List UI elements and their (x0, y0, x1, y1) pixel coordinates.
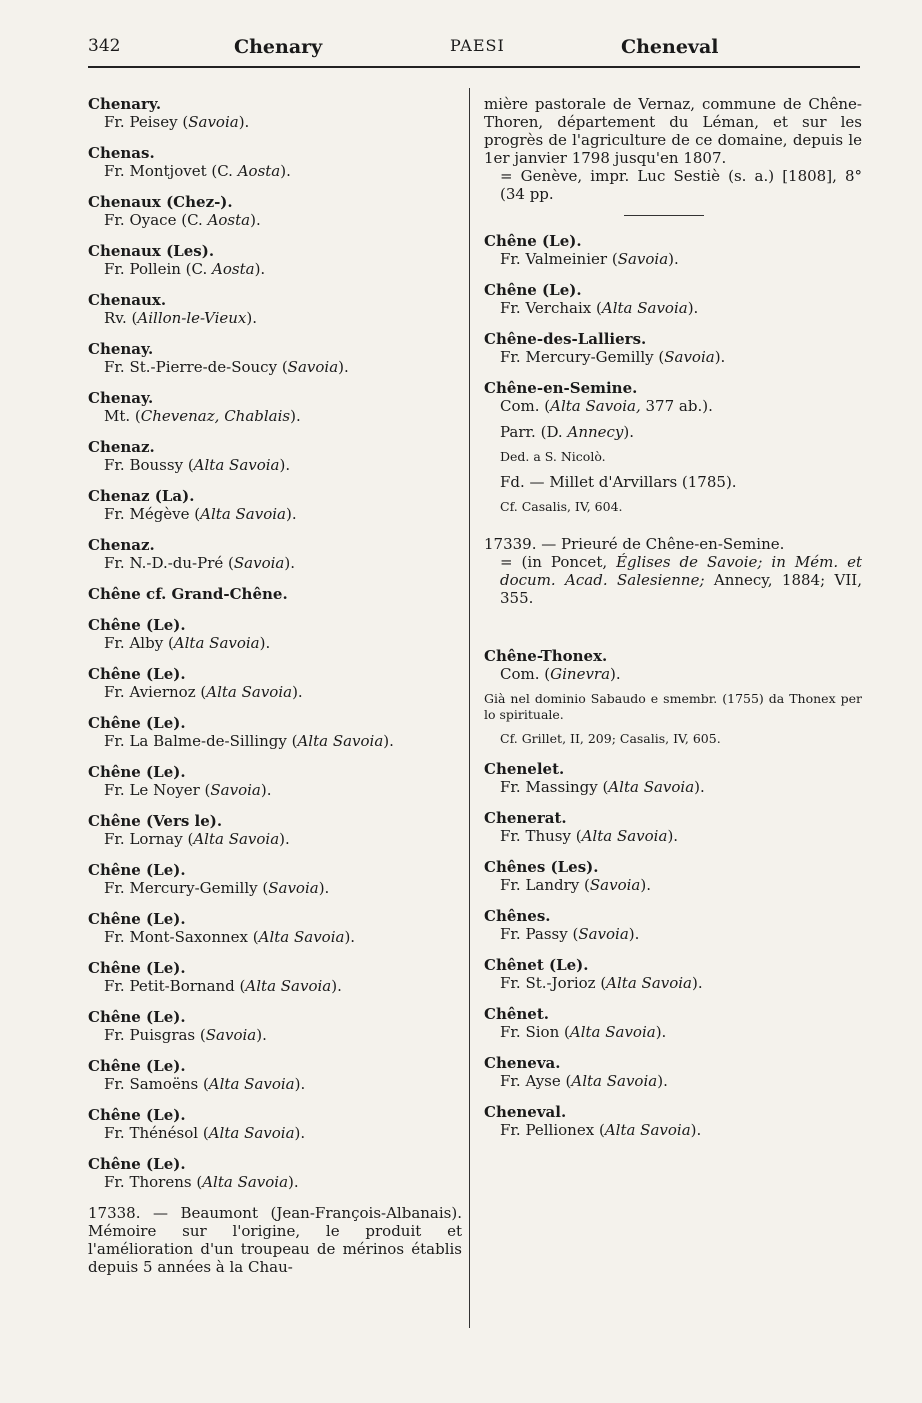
location-text: Fr. N.-D.-du-Pré ( (104, 554, 234, 572)
biblio-entry-17339 (484, 535, 862, 607)
location-suffix: ). (279, 830, 290, 848)
location-text: Fr. La Balme-de-Sillingy ( (104, 732, 298, 750)
region-name: Alta Savoia (245, 977, 332, 995)
location-suffix: ). (338, 358, 349, 376)
headword: Chenaux. (88, 291, 167, 309)
region-name: Savoia (268, 879, 319, 897)
location-line (484, 778, 862, 796)
com-pre: Com. ( (500, 397, 551, 415)
headword: Chênes (Les). (484, 858, 599, 876)
headword: Chêne (Le). (484, 232, 582, 250)
region-name: Alta Savoia (208, 1124, 295, 1142)
gazetteer-entry (88, 585, 462, 603)
location-line (88, 554, 462, 572)
location-suffix: ). (290, 407, 301, 425)
section-separator (624, 215, 704, 216)
gazetteer-entry (484, 1005, 862, 1041)
headword: Cheneva. (484, 1054, 561, 1072)
headword: Chêne (Le). (88, 861, 186, 879)
region-name: Alta Savoia (569, 1023, 656, 1041)
header-section-title: PAESI (450, 36, 505, 55)
founder-line: Fd. — Millet d'Arvillars (1785). (500, 473, 737, 491)
location-suffix: ). (668, 250, 679, 268)
location-text: Fr. Montjovet (C. (104, 162, 238, 180)
source-pre: = (in Poncet, (500, 553, 617, 571)
location-suffix: ). (280, 162, 291, 180)
com-post: 377 ab.). (640, 397, 713, 415)
region-name: Savoia (210, 781, 261, 799)
location-text: Fr. Peisey ( (104, 113, 189, 131)
headword: Chêne (Le). (484, 281, 582, 299)
location-suffix: ). (238, 113, 250, 131)
location-line (88, 830, 462, 848)
gazetteer-entry (484, 907, 862, 943)
gazetteer-entry (88, 1008, 462, 1044)
biblio-title-line: 17339. — Prieuré de Chêne-en-Semine. (484, 535, 785, 553)
location-suffix: ). (288, 1173, 299, 1191)
headword: Chêne (Le). (88, 1106, 186, 1124)
location-suffix: ). (260, 781, 272, 799)
headword: Chenelet. (484, 760, 565, 778)
region-name: Alta Savoia (200, 505, 286, 523)
location-text: Fr. St.-Jorioz ( (500, 974, 607, 992)
region-name: Alta Savoia (206, 683, 293, 701)
location-line (88, 407, 462, 425)
location-line (88, 309, 462, 327)
headword: Chênet. (484, 1005, 549, 1023)
location-line (88, 1173, 462, 1191)
right-entry-list-b (484, 760, 862, 1139)
parr-diocese: Annecy (567, 423, 624, 441)
gazetteer-entry (88, 1155, 462, 1191)
location-line (484, 1072, 862, 1090)
headword: Chenaz (La). (88, 487, 195, 505)
gazetteer-entry (484, 760, 862, 796)
location-text: Fr. Mercury-Gemilly ( (104, 879, 269, 897)
location-line (484, 974, 862, 992)
headword: Chênet (Le). (484, 956, 589, 974)
parr-post: ). (623, 423, 635, 441)
location-line (88, 1075, 462, 1093)
headword: Chêne (Le). (88, 1057, 186, 1075)
location-text: Fr. Lornay ( (104, 830, 194, 848)
dedication-line: Ded. a S. Nicolò. (500, 449, 606, 464)
location-suffix: ). (667, 827, 679, 845)
headword: Chenaz. (88, 438, 155, 456)
parish-line (484, 423, 862, 441)
region-name: Savoia (589, 876, 641, 894)
location-text: Fr. Boussy ( (104, 456, 194, 474)
region-name: Aosta (212, 260, 255, 278)
com-pre: Com. ( (500, 665, 551, 683)
location-line (88, 1026, 462, 1044)
gazetteer-entry (88, 144, 462, 180)
region-name: Aosta (207, 211, 251, 229)
headword: Chêne (Le). (88, 959, 186, 977)
gazetteer-entry (88, 1057, 462, 1093)
location-line (88, 879, 462, 897)
gazetteer-entry (88, 242, 462, 278)
region-name: Alta Savoia (258, 928, 345, 946)
headword: Chêne-Thonex. (484, 647, 608, 665)
region-name: Alta Savoia (208, 1075, 295, 1093)
location-suffix: ). (250, 211, 261, 229)
location-line (88, 211, 462, 229)
region-name: Savoia (233, 554, 285, 572)
headword: Chêne (Le). (88, 763, 186, 781)
location-suffix: ). (286, 505, 297, 523)
gazetteer-entry (484, 330, 862, 366)
location-suffix: ). (294, 1075, 306, 1093)
headword: Chenaux (Chez-). (88, 193, 233, 211)
location-suffix: ). (292, 683, 303, 701)
com-post: ). (610, 665, 621, 683)
location-line (88, 781, 462, 799)
region-name: Alta Savoia (173, 634, 260, 652)
location-suffix: ). (246, 309, 258, 327)
headword: Chenay. (88, 389, 154, 407)
region-name: Alta Savoia (601, 299, 688, 317)
headword: Chenaux (Les). (88, 242, 215, 260)
location-text: Fr. St.-Pierre-de-Soucy ( (104, 358, 288, 376)
page-number: 342 (88, 36, 121, 56)
location-line (88, 732, 462, 750)
location-suffix: ). (655, 1023, 667, 1041)
gazetteer-entry (484, 1054, 862, 1090)
headword: Chêne (Vers le). (88, 812, 223, 830)
header-rule (88, 66, 860, 68)
location-line (88, 634, 462, 652)
reference-line: Cf. Grillet, II, 209; Casalis, IV, 605. (500, 731, 721, 746)
location-text: Fr. Valmeinier ( (500, 250, 618, 268)
source-post: Annecy, 1884; VII, 355. (500, 571, 862, 607)
location-text: Fr. Mercury-Gemilly ( (500, 348, 665, 366)
gazetteer-entry (484, 232, 862, 268)
location-text: Fr. Ayse ( (500, 1072, 572, 1090)
gazetteer-entry (88, 1106, 462, 1142)
region-name: Savoia (205, 1026, 257, 1044)
location-text: Fr. Massingy ( (500, 778, 609, 796)
history-note: Già nel dominio Sabaudo e smembr. (1755) da Thonex per lo spirituale. (484, 691, 862, 722)
headword: Cheneval. (484, 1103, 567, 1121)
location-text: Fr. Oyace (C. (104, 211, 208, 229)
right-column (484, 95, 862, 1152)
headword: Chenary. (88, 95, 162, 113)
gazetteer-entry (484, 956, 862, 992)
location-text: Fr. Samoëns ( (104, 1075, 209, 1093)
location-suffix: ). (294, 1124, 306, 1142)
biblio-entry-17338: 17338. — Beaumont (Jean-François-Albanais). Mémoire sur l'origine, le produit et l'amélioration d'un troupeau de mérinos établis depuis 5 années à la Chau- (88, 1204, 462, 1276)
location-text: Fr. Mont-Saxonnex ( (104, 928, 259, 946)
reference-line: Cf. Casalis, IV, 604. (500, 499, 623, 514)
continuation-imprint: = Genève, impr. Luc Sestiè (s. a.) [1808], 8° (34 pp. (500, 167, 862, 203)
gazetteer-entry (484, 858, 862, 894)
headword: Chêne cf. Grand-Chêne. (88, 585, 288, 603)
region-name: Aillon-le-Vieux (137, 309, 247, 327)
location-line (484, 1121, 862, 1139)
region-name: Savoia (664, 348, 715, 366)
parr-pre: Parr. (D. (500, 423, 568, 441)
source-title: Églises de Savoie; in Mém. et docum. Acad. Salesienne; (500, 553, 863, 589)
region-name: Aosta (237, 162, 281, 180)
left-entry-list (88, 95, 462, 1191)
headword: Chenas. (88, 144, 155, 162)
gazetteer-entry (88, 95, 462, 131)
location-suffix: ). (690, 1121, 702, 1139)
location-line (88, 456, 462, 474)
location-line (484, 827, 862, 845)
location-text: Fr. Petit-Bornand ( (104, 977, 246, 995)
location-suffix: ). (383, 732, 394, 750)
region-name: Alta Savoia (604, 1121, 691, 1139)
headword: Chêne-des-Lalliers. (484, 330, 647, 348)
location-line (88, 1124, 462, 1142)
gazetteer-entry (88, 193, 462, 229)
gazetteer-entry (88, 438, 462, 474)
location-text: Fr. Pollein (C. (104, 260, 213, 278)
location-suffix: ). (331, 977, 342, 995)
location-text: Fr. Mégève ( (104, 505, 201, 523)
commune-line (484, 665, 862, 683)
location-text: Rv. ( (104, 309, 138, 327)
location-line (484, 1023, 862, 1041)
headword: Chêne (Le). (88, 1155, 186, 1173)
location-line (484, 250, 862, 268)
location-text: Fr. Passy ( (500, 925, 579, 943)
location-line (88, 505, 462, 523)
location-text: Fr. Landry ( (500, 876, 590, 894)
location-suffix: ). (318, 879, 330, 897)
com-region: Alta Savoia, (550, 397, 641, 415)
location-line (88, 928, 462, 946)
gazetteer-entry (88, 665, 462, 701)
biblio-source-line (484, 553, 862, 607)
gazetteer-entry (88, 812, 462, 848)
region-name: Savoia (188, 113, 239, 131)
gazetteer-entry (88, 389, 462, 425)
location-suffix: ). (640, 876, 651, 894)
headword: Chêne (Le). (88, 616, 186, 634)
location-suffix: ). (687, 299, 699, 317)
gazetteer-entry (88, 959, 462, 995)
location-suffix: ). (657, 1072, 668, 1090)
headword: Chêne-en-Semine. (484, 379, 638, 397)
entry-chene-thonex (484, 647, 862, 747)
header-last-word: Cheneval (621, 36, 719, 58)
location-text: Fr. Pellionex ( (500, 1121, 605, 1139)
gazetteer-entry (88, 487, 462, 523)
headword: Chêne (Le). (88, 910, 186, 928)
header-first-word: Chenary (234, 36, 323, 58)
region-name: Savoia (617, 250, 669, 268)
headword: Chêne (Le). (88, 1008, 186, 1026)
headword: Chêne (Le). (88, 665, 186, 683)
gazetteer-entry (484, 281, 862, 317)
location-line (88, 683, 462, 701)
gazetteer-entry (88, 763, 462, 799)
location-suffix: ). (694, 778, 705, 796)
location-text: Fr. Aviernoz ( (104, 683, 207, 701)
location-text: Fr. Puisgras ( (104, 1026, 206, 1044)
region-name: Alta Savoia (606, 974, 693, 992)
region-name: Alta Savoia (581, 827, 668, 845)
location-line (484, 348, 862, 366)
location-line (88, 358, 462, 376)
gazetteer-entry (88, 616, 462, 652)
location-line (484, 925, 862, 943)
region-name: Alta Savoia (202, 1173, 289, 1191)
location-suffix: ). (259, 634, 271, 652)
location-suffix: ). (344, 928, 356, 946)
running-header (88, 36, 860, 64)
gazetteer-entry (88, 536, 462, 572)
headword: Chenerat. (484, 809, 567, 827)
location-text: Fr. Thénésol ( (104, 1124, 209, 1142)
location-suffix: ). (628, 925, 640, 943)
region-name: Alta Savoia (193, 456, 280, 474)
location-line (88, 977, 462, 995)
continuation-text: mière pastorale de Vernaz, commune de Chêne-Thoren, département du Léman, et sur les progrès de l'agriculture de ce domaine, depuis le 1er janvier 1798 jusqu'en 1807. (484, 95, 862, 167)
location-suffix: ). (714, 348, 726, 366)
region-name: Alta Savoia (608, 778, 695, 796)
entry-chene-en-semine (484, 379, 862, 515)
location-suffix: ). (692, 974, 703, 992)
location-text: Mt. ( (104, 407, 141, 425)
biblio-continuation (484, 95, 862, 203)
gazetteer-entry (484, 809, 862, 845)
location-line (88, 162, 462, 180)
location-text: Fr. Le Noyer ( (104, 781, 211, 799)
gazetteer-entry (88, 861, 462, 897)
gazetteer-entry (88, 714, 462, 750)
location-text: Fr. Sion ( (500, 1023, 570, 1041)
gazetteer-entry (88, 340, 462, 376)
location-text: Fr. Thorens ( (104, 1173, 203, 1191)
location-suffix: ). (284, 554, 295, 572)
location-text: Fr. Verchaix ( (500, 299, 602, 317)
region-name: Savoia (578, 925, 629, 943)
region-name: Chevenaz, Chablais (140, 407, 291, 425)
region-name: Savoia (287, 358, 339, 376)
location-line (484, 876, 862, 894)
commune-line (484, 397, 862, 415)
location-line (88, 113, 462, 131)
location-line (88, 260, 462, 278)
location-suffix: ). (254, 260, 266, 278)
gazetteer-entry (88, 291, 462, 327)
left-column (88, 95, 462, 1288)
right-entry-list-a (484, 232, 862, 366)
location-text: Fr. Thusy ( (500, 827, 582, 845)
headword: Chenay. (88, 340, 154, 358)
region-name: Alta Savoia (297, 732, 384, 750)
headword: Chêne (Le). (88, 714, 186, 732)
location-line (484, 299, 862, 317)
region-name: Alta Savoia (193, 830, 280, 848)
region-name: Alta Savoia (571, 1072, 658, 1090)
gazetteer-entry (484, 1103, 862, 1139)
headword: Chenaz. (88, 536, 155, 554)
headword: Chênes. (484, 907, 551, 925)
com-region: Ginevra (550, 665, 611, 683)
location-suffix: ). (279, 456, 291, 474)
column-divider (469, 88, 470, 1328)
gazetteer-entry (88, 910, 462, 946)
location-suffix: ). (256, 1026, 267, 1044)
location-text: Fr. Alby ( (104, 634, 174, 652)
